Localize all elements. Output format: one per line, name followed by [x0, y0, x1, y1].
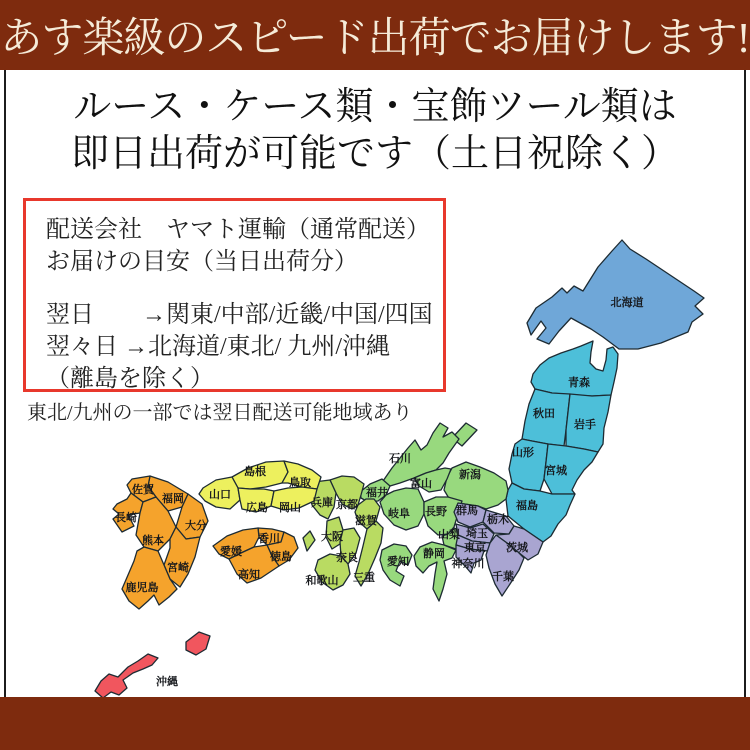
- pref-okinawa-small: [186, 632, 210, 655]
- label-wakayama: 和歌山: [305, 575, 339, 587]
- label-tochigi: 栃木: [487, 514, 509, 526]
- label-okayama: 岡山: [279, 502, 301, 514]
- label-kumamoto: 熊本: [142, 535, 164, 547]
- pref-hokkaido: [527, 240, 704, 349]
- label-fukui: 福井: [366, 487, 388, 499]
- label-yamaguchi: 山口: [209, 489, 231, 501]
- label-ehime: 愛媛: [220, 546, 242, 558]
- label-fukuoka: 福岡: [162, 493, 184, 505]
- label-kanagawa: 神奈川: [451, 558, 485, 570]
- label-nagano: 長野: [425, 506, 447, 518]
- next-day-regions-line: 翌日 →関東/中部/近畿/中国/四国: [46, 302, 433, 328]
- top-banner-text: あす楽級のスピード出荷でお届けします!: [0, 16, 750, 62]
- bottom-banner: [0, 697, 750, 750]
- label-gifu: 岐阜: [388, 508, 410, 520]
- label-yamagata: 山形: [512, 447, 534, 459]
- remote-islands-line: （離島を除く）: [46, 366, 214, 392]
- label-gunma: 群馬: [456, 505, 478, 517]
- label-chiba: 千葉: [492, 571, 514, 583]
- label-mie: 三重: [353, 572, 375, 584]
- label-hokkaido: 北海道: [610, 297, 644, 309]
- label-toyama: 富山: [410, 478, 432, 490]
- label-shizuoka: 静岡: [423, 548, 445, 560]
- label-hyogo: 兵庫: [311, 497, 333, 509]
- page-title-line1: ルース・ケース類・宝飾ツール類は: [73, 86, 677, 128]
- label-oita: 大分: [185, 520, 207, 532]
- delivery-carrier-line: 配送会社 ヤマト運輸（通常配送）: [46, 217, 430, 243]
- label-saitama: 埼玉: [466, 528, 488, 540]
- label-kagawa: 香川: [258, 533, 280, 545]
- label-iwate: 岩手: [574, 419, 596, 431]
- label-osaka: 大阪: [321, 531, 343, 543]
- label-yamanashi: 山梨: [438, 529, 460, 541]
- label-kyoto: 京都: [336, 499, 358, 511]
- two-day-regions-line: 翌々日 →北海道/東北/ 九州/沖縄: [46, 334, 391, 360]
- label-fukushima: 福島: [516, 500, 538, 512]
- label-aichi: 愛知: [387, 556, 409, 568]
- label-shiga: 滋賀: [355, 515, 377, 527]
- label-tottori: 鳥取: [289, 477, 311, 489]
- label-ishikawa: 石川: [389, 453, 411, 465]
- label-miyagi: 宮城: [545, 465, 567, 477]
- label-miyazaki: 宮崎: [167, 562, 189, 574]
- label-tokushima: 徳島: [270, 551, 292, 563]
- label-nagasaki: 長崎: [115, 512, 137, 524]
- label-saga: 佐賀: [132, 484, 154, 496]
- note-text: 東北/九州の一部では翌日配送可能地域あり: [27, 402, 413, 424]
- label-nara: 奈良: [336, 552, 358, 564]
- label-ibaraki: 茨城: [506, 542, 528, 554]
- label-shimane: 島根: [244, 466, 266, 478]
- delivery-estimate-line: お届けの目安（当日出荷分）: [46, 249, 358, 275]
- pref-awaji-island: [303, 531, 315, 551]
- label-akita: 秋田: [533, 408, 555, 420]
- page-title-line2: 即日出荷が可能です（土日祝除く）: [70, 133, 679, 175]
- label-hiroshima: 広島: [246, 502, 268, 514]
- label-niigata: 新潟: [459, 469, 481, 481]
- label-okinawa: 沖縄: [156, 676, 178, 688]
- label-tokyo: 東京: [464, 542, 486, 554]
- label-kochi: 高知: [238, 569, 260, 581]
- label-aomori: 青森: [568, 377, 590, 389]
- pref-okinawa-main: [95, 654, 158, 698]
- label-kagoshima: 鹿児島: [125, 582, 159, 594]
